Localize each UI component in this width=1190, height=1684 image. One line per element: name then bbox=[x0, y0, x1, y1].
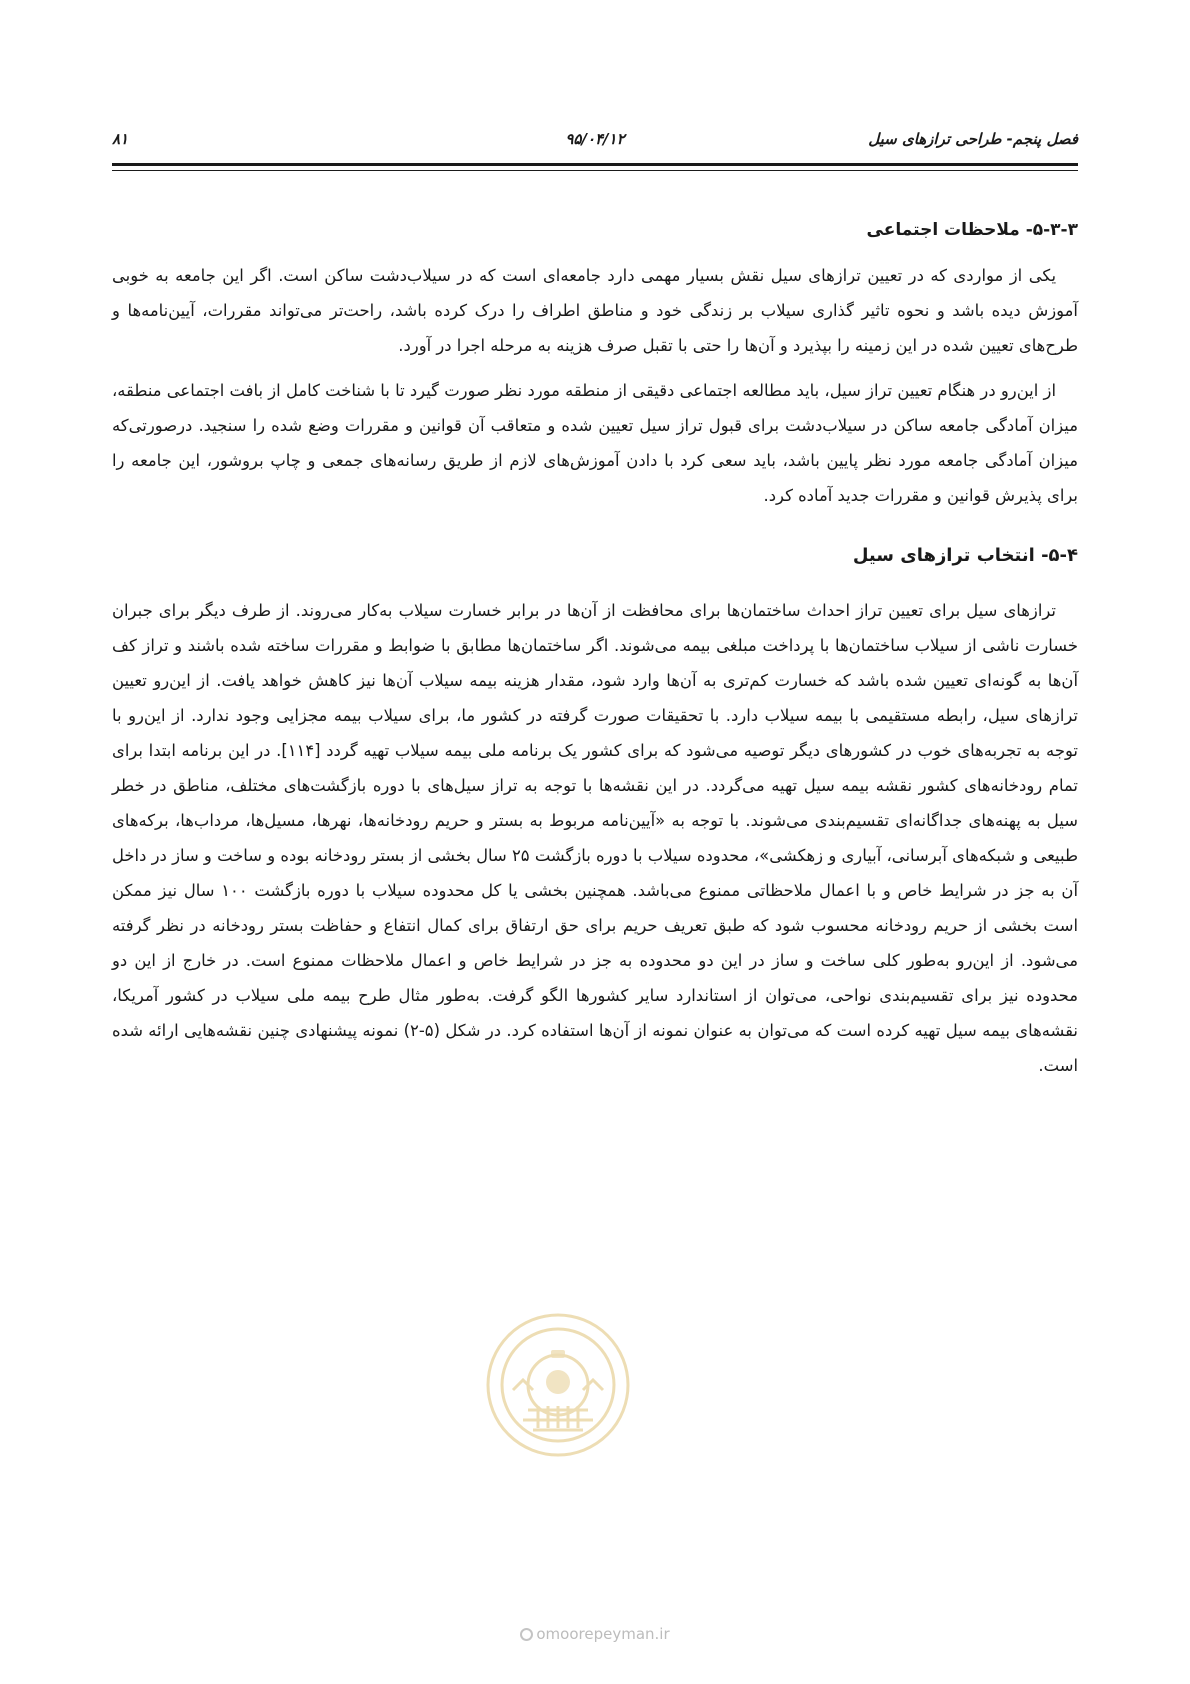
paragraph: ترازهای سیل برای تعیین تراز احداث ساختمان‌ها برای محافظت از آن‌ها در برابر خسارت سیلاب به‌کار می‌روند. از طرف دیگر برای جبران خسارت ناشی از سیلاب ساختمان‌ها با پرداخت مبلغی بیمه می‌شوند. اگر ساختمان‌ها مطابق با ضوابط و مقررات ساخته شده باشند و تراز کف آن‌ها به گونه‌ای تعیین شده باشد که خسارت کم‌تری به آن‌ها وارد شود، مقدار هزینه بیمه سیلاب آن‌ها نیز کاهش خواهد یافت. از این‌رو تعیین ترازهای سیل، رابطه مستقیمی با بیمه سیلاب دارد. با تحقیقات صورت گرفته در کشور ما، برای سیلاب بیمه مجزایی وجود ندارد. از این‌رو با توجه به تجربه‌های خوب در کشورهای دیگر توصیه می‌شود که برای کشور یک برنامه ملی بیمه سیلاب تهیه گردد [۱۱۴]. در این برنامه ابتدا برای تمام رودخانه‌های کشور نقشه بیمه سیل تهیه می‌گردد. در این نقشه‌ها با توجه به تراز سیل‌های با دوره بازگشت‌های مختلف، مناطق در خطر سیل به پهنه‌های جداگانه‌ای تقسیم‌بندی می‌شوند. با توجه به «آیین‌نامه مربوط به بستر و حریم رودخانه‌ها، نهرها، مسیل‌ها، مرداب‌ها، برکه‌های طبیعی و شبکه‌های آبرسانی، آبیاری و زهکشی»، محدوده سیلاب با دوره بازگشت ۲۵ سال بخشی از بستر رودخانه بوده و ساخت و ساز در داخل آن به جز در شرایط خاص و با اعمال ملاحظاتی ممنوع می‌باشد. همچنین بخشی یا کل محدوده سیلاب با دوره بازگشت ۱۰۰ سال نیز ممکن است بخشی از حریم رودخانه محسوب شود که طبق تعریف حریم برای حق ارتفاق برای کمال انتفاع و حفاظت بستر رودخانه در نظر گرفته می‌شود. از این‌رو به‌طور کلی ساخت و ساز در این دو محدوده به جز در شرایط خاص و اعمال ملاحظات ممنوع است. در خارج از این دو محدوده نیز برای تقسیم‌بندی نواحی، می‌توان از استاندارد سایر کشورها الگو گرفت. به‌طور مثال طرح بیمه ملی سیلاب در کشور آمریکا، نقشه‌های بیمه سیل تهیه کرده است که می‌توان به عنوان نمونه از آن‌ها استفاده کرد. در شکل (۵-۲) نمونه پیشنهادی چنین نقشه‌هایی ارائه شده است. bbox=[112, 601, 1078, 1075]
header-rule bbox=[112, 163, 1078, 171]
chapter-title: فصل پنجم- طراحی ترازهای سیل bbox=[868, 130, 1078, 148]
paragraph: از این‌رو در هنگام تعیین تراز سیل، باید مطالعه اجتماعی دقیقی از منطقه مورد نظر صورت گیرد تا با شناخت کامل از بافت اجتماعی منطقه، میزان آمادگی جامعه ساکن در سیلاب‌دشت برای قبول تراز سیل تعیین شده و متعاقب آن قوانین و مقررات وضع شده را سنجید. درصورتی‌که میزان آمادگی جامعه مورد نظر پایین باشد، باید سعی کرد با دادن آموزش‌های لازم از طریق رسانه‌های جمعی و چاپ بروشور، این جامعه را برای پذیرش قوانین و مقررات جدید آماده کرد. bbox=[112, 381, 1078, 505]
page-body bbox=[112, 213, 1078, 1093]
running-header bbox=[112, 130, 1078, 156]
section-heading-social: ۵-۳-۳- ملاحظات اجتماعی bbox=[866, 220, 1078, 240]
footer-website bbox=[0, 1625, 1190, 1643]
paragraph: یکی از مواردی که در تعیین ترازهای سیل نقش بسیار مهمی دارد جامعه‌ای است که در سیلاب‌دشت ساکن است. اگر این جامعه به خوبی آموزش دیده باشد و نحوه تاثیر گذاری سیلاب بر زندگی خود و مناطق اطراف را درک کرده باشد، راحت‌تر می‌تواند مقررات، آیین‌نامه‌ها و طرح‌های تعیین شده در این زمینه را بپذیرد و آن‌ها را حتی با تقبل صرف هزینه به مرحله اجرا در آورد. bbox=[112, 266, 1078, 355]
at-sign-icon bbox=[520, 1628, 533, 1641]
section-heading-selection: ۵-۴- انتخاب ترازهای سیل bbox=[852, 545, 1078, 566]
website-url: omoorepeyman.ir bbox=[536, 1625, 670, 1643]
document-date: ۹۵/۰۴/۱۲ bbox=[565, 130, 625, 148]
page-number: ۸۱ bbox=[112, 130, 129, 148]
seal-logo-icon bbox=[483, 1310, 633, 1460]
